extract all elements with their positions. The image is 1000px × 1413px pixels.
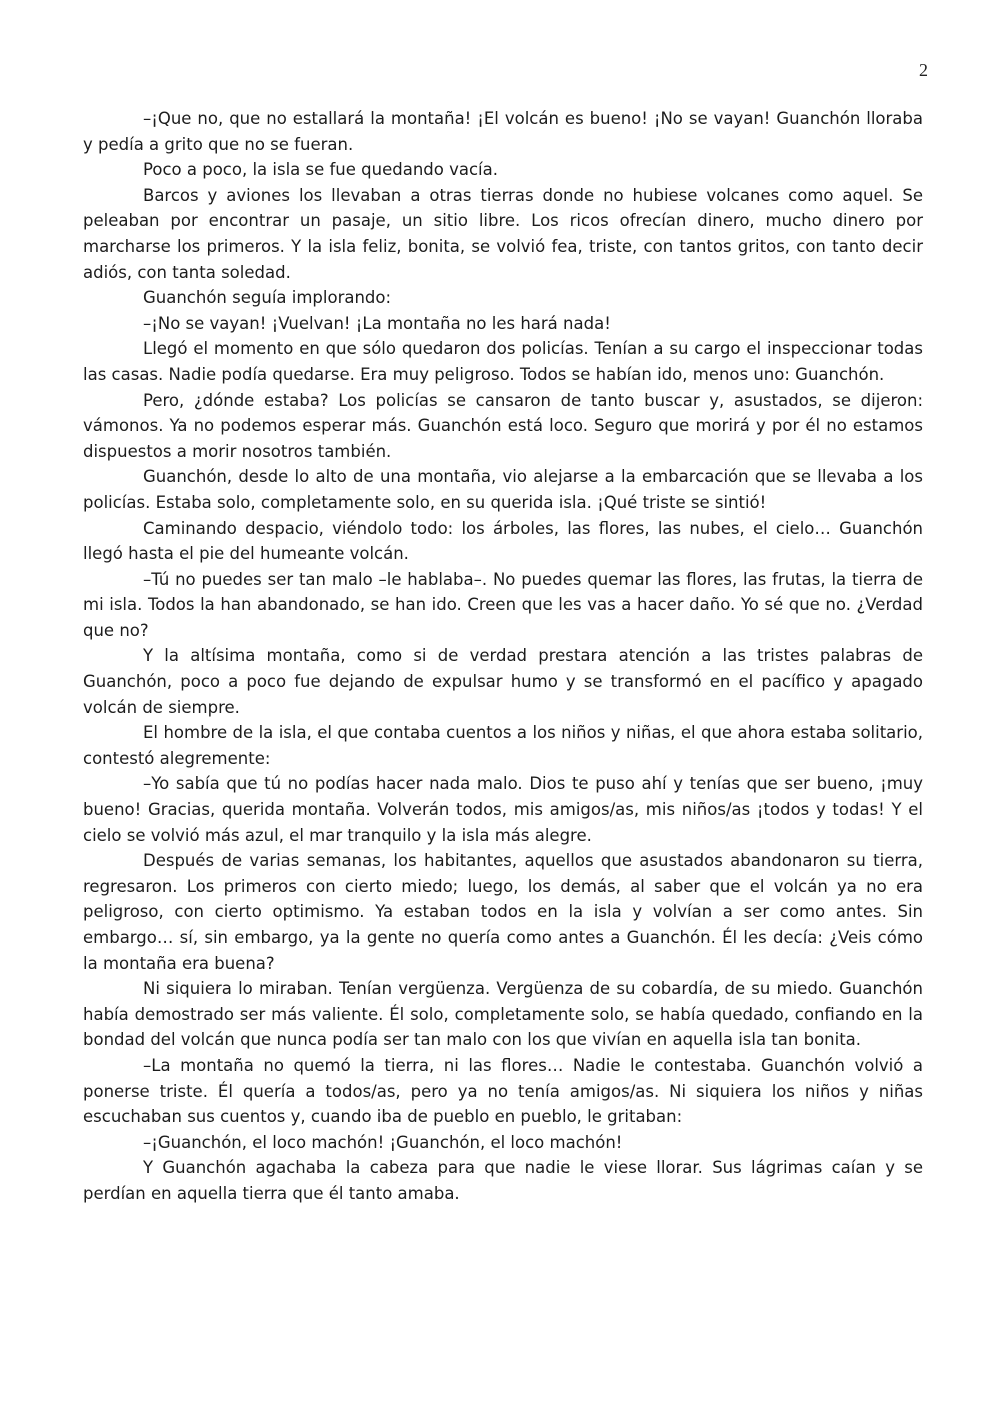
paragraph: –Tú no puedes ser tan malo –le hablaba–. No puedes quemar las flores, las frutas, la tierra de mi isla. Todos la han abandonado, se han ido. Creen que les vas a hacer daño. Yo sé que no. ¿Verdad que no?	[83, 569, 923, 640]
paragraph: –Yo sabía que tú no podías hacer nada malo. Dios te puso ahí y tenías que ser bueno, ¡muy bueno! Gracias, querida montaña. Volverán todos, mis amigos/as, mis niños/as ¡todos y todas! Y el cielo se volvió más azul, el mar tranquilo y la isla más alegre.	[83, 774, 923, 845]
paragraph: Caminando despacio, viéndolo todo: los árboles, las flores, las nubes, el cielo… Guanchón llegó hasta el pie del humeante volcán.	[83, 518, 923, 564]
paragraph: Y la altísima montaña, como si de verdad prestara atención a las tristes palabras de Guanchón, poco a poco fue dejando de expulsar humo y se transformó en el pacífico y apagado volcán de siempre.	[83, 646, 923, 717]
paragraph: Llegó el momento en que sólo quedaron dos policías. Tenían a su cargo el inspeccionar todas las casas. Nadie podía quedarse. Era muy peligroso. Todos se habían ido, menos uno: Guanchón.	[83, 339, 923, 384]
page-number: 2	[919, 60, 928, 80]
paragraph: Después de varias semanas, los habitantes, aquellos que asustados abandonaron su tierra, regresaron. Los primeros con cierto miedo; luego, los demás, al saber que el volcán ya no era peligroso, con cierto optimismo. Ya estaban todos en la isla y volvían a ser como antes. Sin embargo… sí, sin embargo, ya la gente no quería como antes a Guanchón. Él les decía: ¿Veis cómo la montaña era buena?	[83, 851, 923, 973]
paragraph: Guanchón seguía implorando:	[143, 288, 392, 308]
paragraph: –¡Que no, que no estallará la montaña! ¡El volcán es bueno! ¡No se vayan! Guanchón lloraba y pedía a grito que no se fueran.	[83, 109, 923, 154]
paragraph: El hombre de la isla, el que contaba cuentos a los niños y niñas, el que ahora estaba solitario, contestó alegremente:	[83, 723, 923, 768]
paragraph: Y Guanchón agachaba la cabeza para que nadie le viese llorar. Sus lágrimas caían y se perdían en aquella tierra que él tanto amaba.	[83, 1158, 923, 1203]
paragraph: –¡No se vayan! ¡Vuelvan! ¡La montaña no les hará nada!	[143, 313, 611, 333]
paragraph: Guanchón, desde lo alto de una montaña, vio alejarse a la embarcación que se llevaba a los policías. Estaba solo, completamente solo, en su querida isla. ¡Qué triste se sintió!	[83, 467, 923, 512]
paragraph: –La montaña no quemó la tierra, ni las flores… Nadie le contestaba. Guanchón volvió a ponerse triste. Él quería a todos/as, pero ya no tenía amigos/as. Ni siquiera los niños y niñas escuchaban sus cuentos y, cuando iba de pueblo en pueblo, le gritaban:	[83, 1055, 923, 1127]
paragraph: –¡Guanchón, el loco machón! ¡Guanchón, el loco machón!	[143, 1132, 623, 1152]
paragraph: Ni siquiera lo miraban. Tenían vergüenza. Vergüenza de su cobardía, de su miedo. Guanchón había demostrado ser más valiente. Él solo, completamente solo, se había quedado, confiando en la bondad del volcán que nunca podía ser tan malo con los que vivían en aquella isla tan bonita.	[83, 979, 923, 1050]
story-text	[83, 106, 923, 1207]
paragraph: Pero, ¿dónde estaba? Los policías se cansaron de tanto buscar y, asustados, se dijeron: vámonos. Ya no podemos esperar más. Guanchón está loco. Seguro que morirá y por él no estamos dispuestos a morir nosotros también.	[83, 390, 923, 461]
paragraph: Poco a poco, la isla se fue quedando vacía.	[143, 160, 498, 180]
paragraph: Barcos y aviones los llevaban a otras tierras donde no hubiese volcanes como aquel. Se peleaban por encontrar un pasaje, un sitio libre. Los ricos ofrecían dinero, mucho dinero por marcharse los primeros. Y la isla feliz, bonita, se volvió fea, triste, con tantos gritos, con tanto decir adiós, con tanta soledad.	[83, 185, 923, 282]
